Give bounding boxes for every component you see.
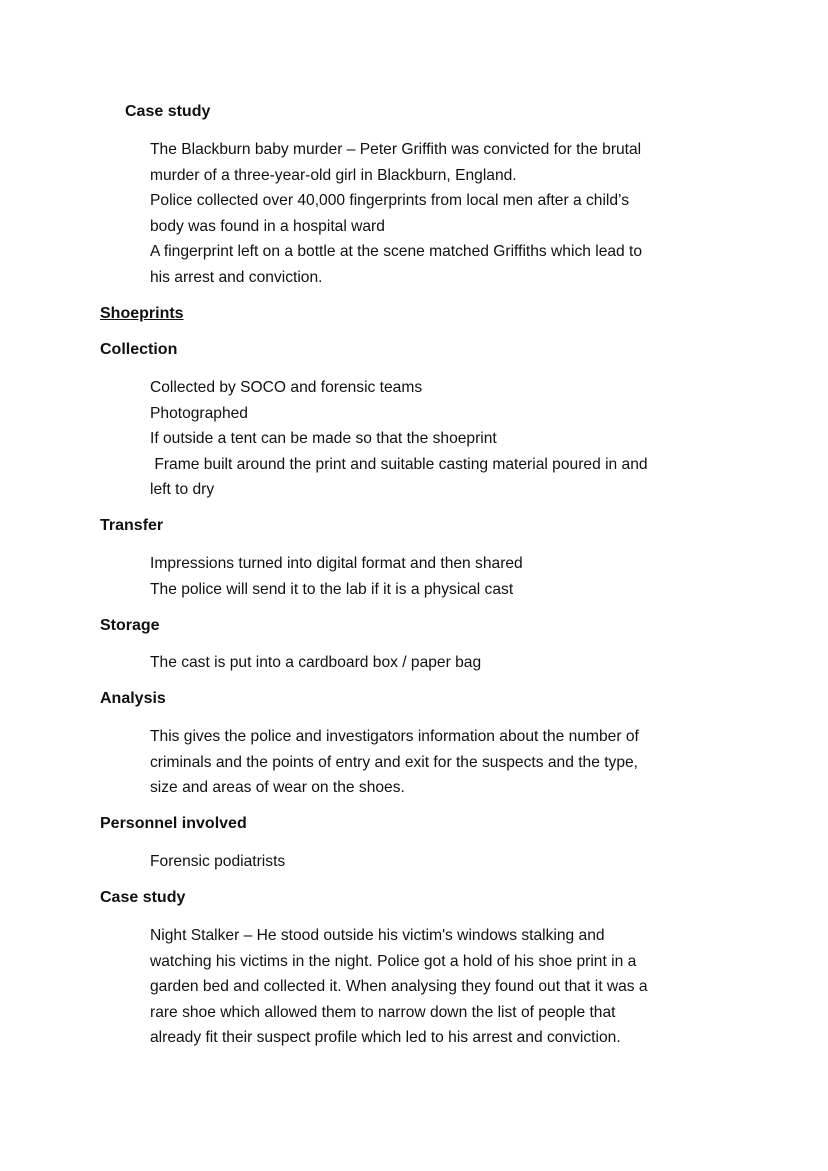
- collection-text: [150, 375, 648, 503]
- text-line: Forensic podiatrists: [150, 853, 286, 870]
- analysis-heading: Analysis: [100, 690, 166, 707]
- text-line: already fit their suspect profile which led to his arrest and conviction.: [150, 1029, 621, 1047]
- case-study-heading: Case study: [100, 889, 186, 906]
- text-line: Night Stalker – He stood outside his victim's windows stalking and: [150, 927, 605, 944]
- text-line: The cast is put into a cardboard box / paper bag: [150, 654, 482, 671]
- personnel-text: [150, 849, 285, 875]
- text-line: murder of a three-year-old girl in Blackburn, England.: [150, 166, 517, 184]
- analysis-text: [150, 724, 639, 801]
- case-study-text: [150, 923, 648, 1051]
- transfer-text: [150, 551, 523, 602]
- case-study-text: [150, 137, 642, 291]
- shoeprints-title: Shoeprints: [100, 305, 184, 322]
- text-line: body was found in a hospital ward: [150, 217, 385, 235]
- text-line: The Blackburn baby murder – Peter Griffith was convicted for the brutal: [150, 141, 642, 158]
- text-line: Frame built around the print and suitable casting material poured in and: [150, 455, 648, 473]
- text-line: rare shoe which allowed them to narrow down the list of people that: [150, 1003, 616, 1021]
- collection-heading: Collection: [100, 341, 178, 358]
- storage-text: [150, 650, 481, 676]
- text-line: watching his victims in the night. Police got a hold of his shoe print in a: [150, 952, 637, 970]
- text-line: size and areas of wear on the shoes.: [150, 779, 405, 797]
- text-line: The police will send it to the lab if it is a physical cast: [150, 580, 514, 598]
- text-line: Police collected over 40,000 fingerprints from local men after a child’s: [150, 192, 630, 210]
- text-line: Collected by SOCO and forensic teams: [150, 379, 423, 396]
- transfer-heading: Transfer: [100, 517, 164, 534]
- text-line: his arrest and conviction.: [150, 268, 323, 286]
- case-study-heading: Case study: [125, 103, 211, 120]
- text-line: This gives the police and investigators information about the number of: [150, 728, 639, 745]
- personnel-heading: Personnel involved: [100, 815, 247, 832]
- text-line: garden bed and collected it. When analysing they found out that it was a: [150, 978, 648, 996]
- text-line: A fingerprint left on a bottle at the scene matched Griffiths which lead to: [150, 243, 643, 261]
- text-line: left to dry: [150, 481, 215, 499]
- text-line: Impressions turned into digital format and then shared: [150, 555, 523, 572]
- text-line: criminals and the points of entry and exit for the suspects and the type,: [150, 753, 639, 771]
- text-line: Photographed: [150, 404, 248, 422]
- storage-heading: Storage: [100, 617, 160, 634]
- text-line: If outside a tent can be made so that the shoeprint: [150, 430, 497, 448]
